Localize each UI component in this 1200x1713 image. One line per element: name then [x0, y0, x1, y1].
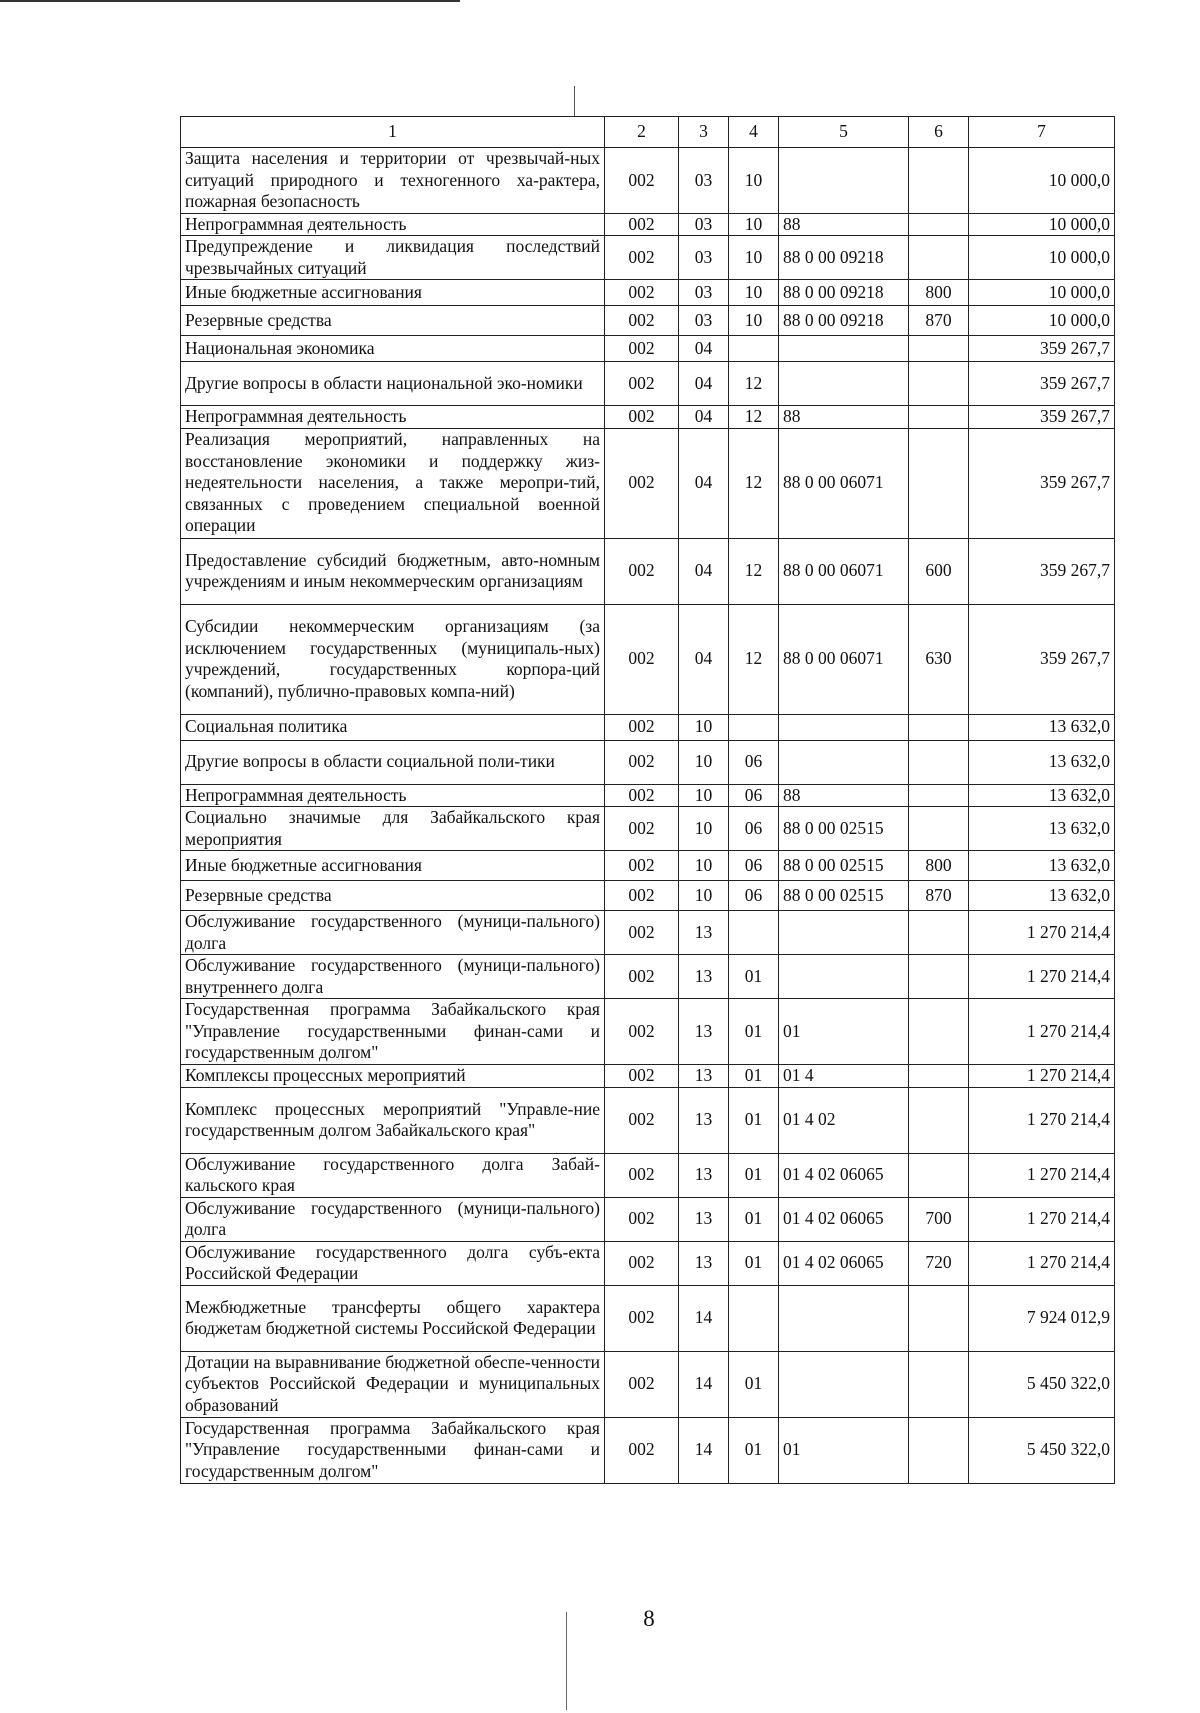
table-row	[181, 1285, 1115, 1351]
row-expense-type-cell	[909, 406, 969, 429]
row-section-code-cell: 04	[679, 406, 729, 429]
row-expense-type-cell	[909, 336, 969, 362]
row-expense-type-cell	[909, 807, 969, 851]
row-amount-cell: 1 270 214,4	[969, 1065, 1115, 1088]
row-subsection-code-cell: 06	[729, 740, 779, 784]
row-expense-type-cell	[909, 1087, 969, 1153]
row-ministry-code-cell: 002	[605, 428, 679, 538]
row-name-cell: Обслуживание государственного (муници-пального) внутреннего долга	[181, 955, 605, 999]
row-subsection-code-cell	[729, 1285, 779, 1351]
row-expense-type-cell	[909, 428, 969, 538]
row-expense-type-cell: 870	[909, 306, 969, 336]
row-ministry-code-cell: 002	[605, 1087, 679, 1153]
row-expense-type-cell: 630	[909, 604, 969, 714]
table-row	[181, 604, 1115, 714]
row-section-code-cell: 10	[679, 714, 729, 740]
row-ministry-code-cell: 002	[605, 604, 679, 714]
row-amount-cell: 10 000,0	[969, 213, 1115, 236]
row-ministry-code-cell: 002	[605, 538, 679, 604]
column-header: 4	[729, 117, 779, 148]
table-row	[181, 336, 1115, 362]
row-expense-type-cell	[909, 911, 969, 955]
row-amount-cell: 1 270 214,4	[969, 1197, 1115, 1241]
column-header: 1	[181, 117, 605, 148]
row-ministry-code-cell: 002	[605, 1241, 679, 1285]
row-name-cell: Обслуживание государственного (муници-пального) долга	[181, 1197, 605, 1241]
row-section-code-cell: 13	[679, 1087, 729, 1153]
row-ministry-code-cell: 002	[605, 306, 679, 336]
row-section-code-cell: 13	[679, 911, 729, 955]
row-amount-cell: 1 270 214,4	[969, 999, 1115, 1065]
column-header: 2	[605, 117, 679, 148]
row-subsection-code-cell: 01	[729, 1241, 779, 1285]
scan-gutter-line	[574, 86, 575, 116]
row-expense-type-cell: 600	[909, 538, 969, 604]
row-section-code-cell: 03	[679, 306, 729, 336]
row-ministry-code-cell: 002	[605, 1285, 679, 1351]
row-amount-cell: 359 267,7	[969, 362, 1115, 406]
row-amount-cell: 5 450 322,0	[969, 1351, 1115, 1417]
row-section-code-cell: 04	[679, 362, 729, 406]
row-target-code-cell	[779, 740, 909, 784]
row-target-code-cell	[779, 1351, 909, 1417]
table-row	[181, 1197, 1115, 1241]
table-row	[181, 955, 1115, 999]
row-expense-type-cell	[909, 740, 969, 784]
row-amount-cell: 7 924 012,9	[969, 1285, 1115, 1351]
row-subsection-code-cell: 01	[729, 999, 779, 1065]
row-subsection-code-cell: 10	[729, 213, 779, 236]
row-subsection-code-cell: 06	[729, 881, 779, 911]
table-row	[181, 1153, 1115, 1197]
row-subsection-code-cell: 10	[729, 280, 779, 306]
row-name-cell: Комплекс процессных мероприятий "Управле-ние государственным долгом Забайкальского края"	[181, 1087, 605, 1153]
row-subsection-code-cell: 01	[729, 955, 779, 999]
table-row	[181, 1087, 1115, 1153]
row-amount-cell: 5 450 322,0	[969, 1417, 1115, 1483]
row-ministry-code-cell: 002	[605, 881, 679, 911]
row-amount-cell: 13 632,0	[969, 807, 1115, 851]
row-subsection-code-cell	[729, 911, 779, 955]
table-row	[181, 807, 1115, 851]
row-target-code-cell: 88 0 00 06071	[779, 538, 909, 604]
row-section-code-cell: 13	[679, 1153, 729, 1197]
row-section-code-cell: 04	[679, 538, 729, 604]
table-row	[181, 911, 1115, 955]
row-ministry-code-cell: 002	[605, 1065, 679, 1088]
row-target-code-cell	[779, 362, 909, 406]
row-expense-type-cell	[909, 1065, 969, 1088]
row-subsection-code-cell	[729, 336, 779, 362]
row-name-cell: Непрограммная деятельность	[181, 406, 605, 429]
row-expense-type-cell	[909, 148, 969, 214]
row-subsection-code-cell: 01	[729, 1417, 779, 1483]
row-expense-type-cell: 800	[909, 851, 969, 881]
row-name-cell: Другие вопросы в области социальной поли-тики	[181, 740, 605, 784]
row-name-cell: Иные бюджетные ассигнования	[181, 851, 605, 881]
row-ministry-code-cell: 002	[605, 336, 679, 362]
table-row	[181, 1351, 1115, 1417]
budget-table	[180, 116, 1115, 1484]
row-section-code-cell: 10	[679, 881, 729, 911]
row-target-code-cell	[779, 955, 909, 999]
row-name-cell: Защита населения и территории от чрезвычай-ных ситуаций природного и техногенного ха-рактера, пожарная безопасность	[181, 148, 605, 214]
scan-top-rule	[0, 0, 460, 2]
row-section-code-cell: 10	[679, 807, 729, 851]
row-name-cell: Социальная политика	[181, 714, 605, 740]
row-amount-cell: 359 267,7	[969, 604, 1115, 714]
row-section-code-cell: 04	[679, 428, 729, 538]
row-target-code-cell	[779, 714, 909, 740]
table-row	[181, 280, 1115, 306]
table-row	[181, 213, 1115, 236]
row-target-code-cell: 88 0 00 06071	[779, 604, 909, 714]
row-expense-type-cell	[909, 1285, 969, 1351]
row-expense-type-cell: 720	[909, 1241, 969, 1285]
column-header: 6	[909, 117, 969, 148]
row-ministry-code-cell: 002	[605, 784, 679, 807]
row-subsection-code-cell	[729, 714, 779, 740]
row-section-code-cell: 04	[679, 336, 729, 362]
row-name-cell: Предупреждение и ликвидация последствий чрезвычайных ситуаций	[181, 236, 605, 280]
row-target-code-cell	[779, 336, 909, 362]
table-row	[181, 428, 1115, 538]
row-target-code-cell: 01 4 02 06065	[779, 1153, 909, 1197]
row-name-cell: Социально значимые для Забайкальского края мероприятия	[181, 807, 605, 851]
row-amount-cell: 10 000,0	[969, 306, 1115, 336]
row-target-code-cell	[779, 1285, 909, 1351]
row-amount-cell: 13 632,0	[969, 784, 1115, 807]
row-name-cell: Государственная программа Забайкальского края "Управление государственными финан-сами и государственным долгом"	[181, 999, 605, 1065]
row-ministry-code-cell: 002	[605, 999, 679, 1065]
row-amount-cell: 359 267,7	[969, 406, 1115, 429]
table-row	[181, 362, 1115, 406]
row-target-code-cell: 88 0 00 02515	[779, 807, 909, 851]
row-amount-cell: 13 632,0	[969, 714, 1115, 740]
row-ministry-code-cell: 002	[605, 740, 679, 784]
row-subsection-code-cell: 10	[729, 148, 779, 214]
row-subsection-code-cell: 06	[729, 851, 779, 881]
table-row	[181, 784, 1115, 807]
table-row	[181, 236, 1115, 280]
row-section-code-cell: 13	[679, 1241, 729, 1285]
row-name-cell: Межбюджетные трансферты общего характера бюджетам бюджетной системы Российской Федерации	[181, 1285, 605, 1351]
row-amount-cell: 13 632,0	[969, 740, 1115, 784]
row-name-cell: Дотации на выравнивание бюджетной обеспе-ченности субъектов Российской Федерации и муниципальных образований	[181, 1351, 605, 1417]
row-amount-cell: 359 267,7	[969, 428, 1115, 538]
column-header: 3	[679, 117, 729, 148]
row-ministry-code-cell: 002	[605, 807, 679, 851]
row-ministry-code-cell: 002	[605, 280, 679, 306]
row-target-code-cell: 01 4	[779, 1065, 909, 1088]
row-subsection-code-cell: 01	[729, 1351, 779, 1417]
row-expense-type-cell	[909, 1417, 969, 1483]
table-row	[181, 538, 1115, 604]
row-expense-type-cell	[909, 1351, 969, 1417]
row-amount-cell: 1 270 214,4	[969, 955, 1115, 999]
page-number: 8	[643, 1606, 655, 1631]
row-expense-type-cell	[909, 362, 969, 406]
row-section-code-cell: 13	[679, 1065, 729, 1088]
row-target-code-cell: 88 0 00 09218	[779, 306, 909, 336]
row-expense-type-cell: 800	[909, 280, 969, 306]
row-ministry-code-cell: 002	[605, 1153, 679, 1197]
row-section-code-cell: 14	[679, 1351, 729, 1417]
row-ministry-code-cell: 002	[605, 714, 679, 740]
table-row	[181, 148, 1115, 214]
row-expense-type-cell	[909, 714, 969, 740]
row-subsection-code-cell: 12	[729, 538, 779, 604]
row-expense-type-cell: 700	[909, 1197, 969, 1241]
row-expense-type-cell: 870	[909, 881, 969, 911]
row-name-cell: Непрограммная деятельность	[181, 784, 605, 807]
row-section-code-cell: 03	[679, 280, 729, 306]
row-ministry-code-cell: 002	[605, 362, 679, 406]
row-ministry-code-cell: 002	[605, 1351, 679, 1417]
row-target-code-cell: 88 0 00 09218	[779, 236, 909, 280]
row-subsection-code-cell: 01	[729, 1153, 779, 1197]
row-name-cell: Резервные средства	[181, 306, 605, 336]
row-subsection-code-cell: 12	[729, 428, 779, 538]
row-amount-cell: 10 000,0	[969, 236, 1115, 280]
row-subsection-code-cell: 06	[729, 784, 779, 807]
row-expense-type-cell	[909, 784, 969, 807]
row-name-cell: Реализация мероприятий, направленных на восстановление экономики и поддержку жиз-недеятельности населения, а также меропри-тий, связанных с проведением специальной военной операции	[181, 428, 605, 538]
row-section-code-cell: 10	[679, 851, 729, 881]
row-ministry-code-cell: 002	[605, 213, 679, 236]
row-name-cell: Субсидии некоммерческим организациям (за исключением государственных (муниципаль-ных) учреждений, государственных корпора-ций (компаний), публично-правовых компа-ний)	[181, 604, 605, 714]
row-section-code-cell: 13	[679, 955, 729, 999]
row-target-code-cell: 88	[779, 406, 909, 429]
row-expense-type-cell	[909, 999, 969, 1065]
row-amount-cell: 1 270 214,4	[969, 911, 1115, 955]
row-target-code-cell: 88	[779, 213, 909, 236]
row-name-cell: Другие вопросы в области национальной эко-номики	[181, 362, 605, 406]
row-subsection-code-cell: 10	[729, 306, 779, 336]
row-expense-type-cell	[909, 213, 969, 236]
row-name-cell: Комплексы процессных мероприятий	[181, 1065, 605, 1088]
row-name-cell: Национальная экономика	[181, 336, 605, 362]
row-subsection-code-cell: 12	[729, 604, 779, 714]
row-amount-cell: 13 632,0	[969, 881, 1115, 911]
row-amount-cell: 1 270 214,4	[969, 1153, 1115, 1197]
row-ministry-code-cell: 002	[605, 955, 679, 999]
row-ministry-code-cell: 002	[605, 911, 679, 955]
table-row	[181, 406, 1115, 429]
row-amount-cell: 1 270 214,4	[969, 1241, 1115, 1285]
row-name-cell: Иные бюджетные ассигнования	[181, 280, 605, 306]
row-name-cell: Государственная программа Забайкальского края "Управление государственными финан-сами и государственным долгом"	[181, 1417, 605, 1483]
row-target-code-cell: 88 0 00 06071	[779, 428, 909, 538]
row-target-code-cell	[779, 911, 909, 955]
row-section-code-cell: 13	[679, 1197, 729, 1241]
row-name-cell: Резервные средства	[181, 881, 605, 911]
row-section-code-cell: 10	[679, 784, 729, 807]
row-ministry-code-cell: 002	[605, 406, 679, 429]
row-target-code-cell: 01	[779, 999, 909, 1065]
row-name-cell: Предоставление субсидий бюджетным, авто-номным учреждениям и иным некоммерческим организациям	[181, 538, 605, 604]
row-section-code-cell: 10	[679, 740, 729, 784]
table-row	[181, 851, 1115, 881]
row-amount-cell: 359 267,7	[969, 538, 1115, 604]
row-ministry-code-cell: 002	[605, 1417, 679, 1483]
row-subsection-code-cell: 12	[729, 362, 779, 406]
row-expense-type-cell	[909, 236, 969, 280]
row-subsection-code-cell: 12	[729, 406, 779, 429]
table-row	[181, 881, 1115, 911]
row-name-cell: Обслуживание государственного (муници-пального) долга	[181, 911, 605, 955]
row-target-code-cell: 88 0 00 02515	[779, 851, 909, 881]
row-amount-cell: 359 267,7	[969, 336, 1115, 362]
scan-bottom-line	[566, 1612, 567, 1710]
row-target-code-cell: 88 0 00 09218	[779, 280, 909, 306]
table-row	[181, 714, 1115, 740]
row-target-code-cell	[779, 148, 909, 214]
row-section-code-cell: 13	[679, 999, 729, 1065]
row-expense-type-cell	[909, 955, 969, 999]
row-target-code-cell: 88	[779, 784, 909, 807]
row-amount-cell: 1 270 214,4	[969, 1087, 1115, 1153]
row-subsection-code-cell: 01	[729, 1197, 779, 1241]
row-ministry-code-cell: 002	[605, 1197, 679, 1241]
row-amount-cell: 10 000,0	[969, 148, 1115, 214]
row-name-cell: Обслуживание государственного долга субъ-екта Российской Федерации	[181, 1241, 605, 1285]
column-header: 7	[969, 117, 1115, 148]
row-amount-cell: 10 000,0	[969, 280, 1115, 306]
table-header-row	[181, 117, 1115, 148]
column-header: 5	[779, 117, 909, 148]
table-row	[181, 1065, 1115, 1088]
row-name-cell: Обслуживание государственного долга Забай-кальского края	[181, 1153, 605, 1197]
row-name-cell: Непрограммная деятельность	[181, 213, 605, 236]
row-ministry-code-cell: 002	[605, 851, 679, 881]
row-target-code-cell: 01 4 02 06065	[779, 1241, 909, 1285]
table-row	[181, 1417, 1115, 1483]
row-target-code-cell: 01 4 02 06065	[779, 1197, 909, 1241]
row-section-code-cell: 03	[679, 213, 729, 236]
row-target-code-cell: 01	[779, 1417, 909, 1483]
table-row	[181, 740, 1115, 784]
row-target-code-cell: 88 0 00 02515	[779, 881, 909, 911]
row-subsection-code-cell: 01	[729, 1087, 779, 1153]
row-target-code-cell: 01 4 02	[779, 1087, 909, 1153]
table-row	[181, 306, 1115, 336]
row-subsection-code-cell: 01	[729, 1065, 779, 1088]
row-subsection-code-cell: 06	[729, 807, 779, 851]
row-section-code-cell: 04	[679, 604, 729, 714]
table-row	[181, 999, 1115, 1065]
table-row	[181, 1241, 1115, 1285]
row-ministry-code-cell: 002	[605, 236, 679, 280]
row-section-code-cell: 03	[679, 148, 729, 214]
row-section-code-cell: 14	[679, 1285, 729, 1351]
row-subsection-code-cell: 10	[729, 236, 779, 280]
row-expense-type-cell	[909, 1153, 969, 1197]
row-ministry-code-cell: 002	[605, 148, 679, 214]
row-section-code-cell: 14	[679, 1417, 729, 1483]
row-amount-cell: 13 632,0	[969, 851, 1115, 881]
row-section-code-cell: 03	[679, 236, 729, 280]
